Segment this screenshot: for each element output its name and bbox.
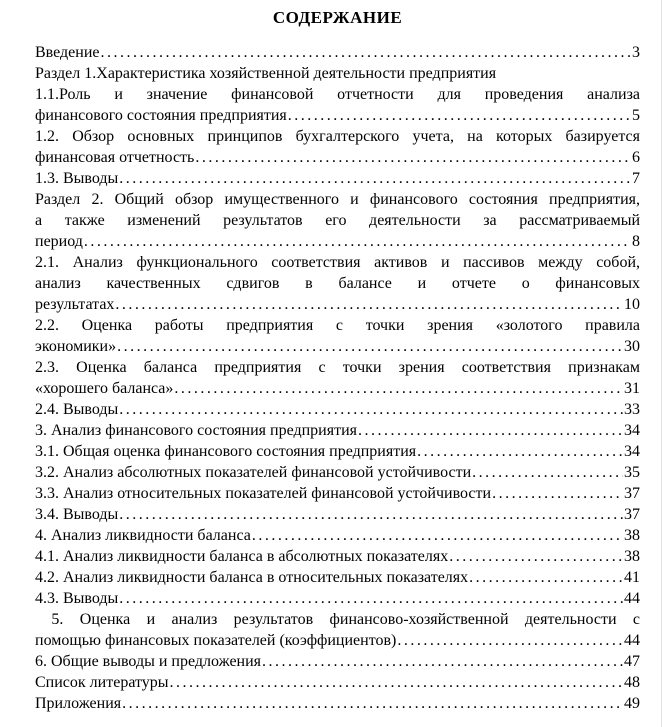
dot-leader <box>119 399 623 420</box>
toc-entry-text: 4.3. Выводы <box>35 590 119 607</box>
dot-leader <box>84 231 631 252</box>
toc-entry-line: 1.1.Роль и значение финансовой отчетности для проведения анализа <box>35 86 640 103</box>
dot-leader <box>174 378 623 399</box>
toc-entry-lastline <box>35 504 640 525</box>
toc-entry <box>35 672 640 693</box>
toc-entry-text: помощью финансовых показателей (коэффициентов) <box>35 632 397 649</box>
toc-entry <box>35 651 640 672</box>
dot-leader <box>117 336 623 357</box>
dot-leader <box>119 588 623 609</box>
toc-entry <box>35 84 640 126</box>
toc-entry-line: 2.2. Оценка работы предприятия с точки зрения «золотого правила <box>35 317 640 334</box>
toc-entry-text: 3. Анализ финансового состояния предприятия <box>35 422 358 439</box>
dot-leader <box>119 168 631 189</box>
dot-leader <box>119 504 623 525</box>
toc-entry-page: 41 <box>624 569 640 586</box>
dot-leader <box>252 525 623 546</box>
toc-entry <box>35 420 640 441</box>
toc-entry-lastline <box>35 693 640 714</box>
toc-entry <box>35 504 640 525</box>
toc-entry-page: 44 <box>624 632 640 649</box>
toc-entry-lastline <box>35 336 640 357</box>
toc-entry-page: 6 <box>632 149 640 166</box>
toc-entry <box>35 315 640 357</box>
toc-entry-page: 44 <box>624 590 640 607</box>
dot-leader <box>449 546 623 567</box>
toc-entry-text: 3.2. Анализ абсолютных показателей финансовой устойчивости <box>35 464 472 481</box>
toc-entry-page: 38 <box>624 527 640 544</box>
dot-leader <box>492 483 623 504</box>
toc-entry <box>35 168 640 189</box>
dot-leader <box>472 462 623 483</box>
toc-entry-page: 5 <box>632 107 640 124</box>
toc-entry-page: 33 <box>624 401 640 418</box>
toc-entry-page: 48 <box>624 674 640 691</box>
toc-entry-lastline <box>35 546 640 567</box>
toc-entry <box>35 609 640 651</box>
dot-leader <box>358 420 623 441</box>
toc-entry-lastline <box>35 147 640 168</box>
toc-entry-lastline <box>35 630 640 651</box>
toc-entry-lastline <box>35 105 640 126</box>
toc-entry-page: 34 <box>624 443 640 460</box>
dot-leader <box>262 651 623 672</box>
toc-entry-text: 3.1. Общая оценка финансового состояния предприятия <box>35 443 417 460</box>
toc-entry-text: 3.3. Анализ относительных показателей финансовой устойчивости <box>35 485 492 502</box>
toc-entry-text: период <box>35 233 83 250</box>
toc-entry-page: 47 <box>624 653 640 670</box>
page-title: СОДЕРЖАНИЕ <box>272 8 403 27</box>
toc-entry-page: 34 <box>624 422 640 439</box>
toc-entry-lastline <box>35 651 640 672</box>
toc-entry-lastline <box>35 294 640 315</box>
toc-entry-line: 1.2. Обзор основных принципов бухгалтерского учета, на которых базируется <box>35 128 640 145</box>
toc-entry-text: финансовая отчетность <box>35 149 195 166</box>
toc-entry <box>35 399 640 420</box>
toc-entry-text: 2.4. Выводы <box>35 401 119 418</box>
toc-entry-lastline <box>35 420 640 441</box>
toc-entry-lastline <box>35 525 640 546</box>
toc-entry-lastline <box>35 168 640 189</box>
toc-entry-lastline <box>35 483 640 504</box>
toc-entry-lastline <box>35 231 640 252</box>
toc-entry-page: 37 <box>624 506 640 523</box>
toc-entry <box>35 126 640 168</box>
toc-entry-text: 4. Анализ ликвидности баланса <box>35 527 251 544</box>
toc-entry-line: 2.3. Оценка баланса предприятия с точки зрения соответствия признакам <box>35 359 640 376</box>
toc-entry-page: 37 <box>624 485 640 502</box>
toc-entry-lastline <box>35 462 640 483</box>
toc-entry-text: результатах <box>35 296 115 313</box>
dot-leader <box>195 147 631 168</box>
toc-entry-text: финансового состояния предприятия <box>35 107 287 124</box>
toc-entry-line: 5. Оценка и анализ результатов финансово-хозяйственной деятельности с <box>35 611 640 628</box>
toc-entry-text: 4.1. Анализ ликвидности баланса в абсолютных показателях <box>35 548 449 565</box>
toc-entry-lastline <box>35 399 640 420</box>
toc-entry <box>35 546 640 567</box>
toc-entry <box>35 525 640 546</box>
toc-entry-page: 30 <box>624 338 640 355</box>
dot-leader <box>115 294 623 315</box>
toc-entry-lastline <box>35 567 640 588</box>
toc-entry <box>35 462 640 483</box>
toc-entry <box>35 693 640 714</box>
toc-entry <box>35 588 640 609</box>
toc-entry-lastline <box>35 672 640 693</box>
dot-leader <box>170 672 623 693</box>
toc-entry-page: 10 <box>624 296 640 313</box>
dot-leader <box>288 105 631 126</box>
toc-entry-page: 7 <box>632 170 640 187</box>
toc-entry-text: Раздел 1.Характеристика хозяйственной деятельности предприятия <box>35 65 497 82</box>
dot-leader <box>397 630 623 651</box>
toc-entry-line: анализ качественных сдвигов в балансе и отчете о финансовых <box>35 275 640 292</box>
toc-entry <box>35 63 640 84</box>
toc-entry-text: Список литературы <box>35 674 169 691</box>
toc-entry-text: 6. Общие выводы и предложения <box>35 653 262 670</box>
toc-entry-text: 1.3. Выводы <box>35 170 119 187</box>
toc-entry-lastline <box>35 441 640 462</box>
toc-list <box>35 42 640 714</box>
toc-entry-text: «хорошего баланса» <box>35 380 174 397</box>
toc-entry-page: 35 <box>624 464 640 481</box>
dot-leader <box>469 567 623 588</box>
toc-entry-page: 49 <box>624 695 640 712</box>
toc-entry <box>35 189 640 252</box>
toc-entry-page: 38 <box>624 548 640 565</box>
toc-entry-text: Приложения <box>35 695 122 712</box>
dot-leader <box>101 42 632 63</box>
toc-entry-page: 8 <box>632 233 640 250</box>
dot-leader <box>122 693 623 714</box>
toc-entry <box>35 42 640 63</box>
toc-entry-line: а также изменений результатов его деятельности за рассматриваемый <box>35 212 640 229</box>
toc-entry-lastline <box>35 42 640 63</box>
toc-entry <box>35 357 640 399</box>
toc-entry-line: 2.1. Анализ функционального соответствия активов и пассивов между собой, <box>35 254 640 271</box>
dot-leader <box>417 441 623 462</box>
toc-entry-lastline <box>35 378 640 399</box>
toc-entry-text: 4.2. Анализ ликвидности баланса в относительных показателях <box>35 569 469 586</box>
toc-entry-text: экономики» <box>35 338 117 355</box>
toc-entry-page: 31 <box>624 380 640 397</box>
toc-entry <box>35 252 640 315</box>
page-edge <box>661 0 662 727</box>
toc-entry-text: 3.4. Выводы <box>35 506 119 523</box>
toc-entry <box>35 483 640 504</box>
toc-entry <box>35 441 640 462</box>
toc-entry-line: Раздел 2. Общий обзор имущественного и финансового состояния предприятия, <box>35 191 640 208</box>
toc-entry-lastline <box>35 63 640 84</box>
toc-entry-text: Введение <box>35 44 100 61</box>
toc-entry-lastline <box>35 588 640 609</box>
toc-entry <box>35 567 640 588</box>
toc-entry-page: 3 <box>632 44 640 61</box>
